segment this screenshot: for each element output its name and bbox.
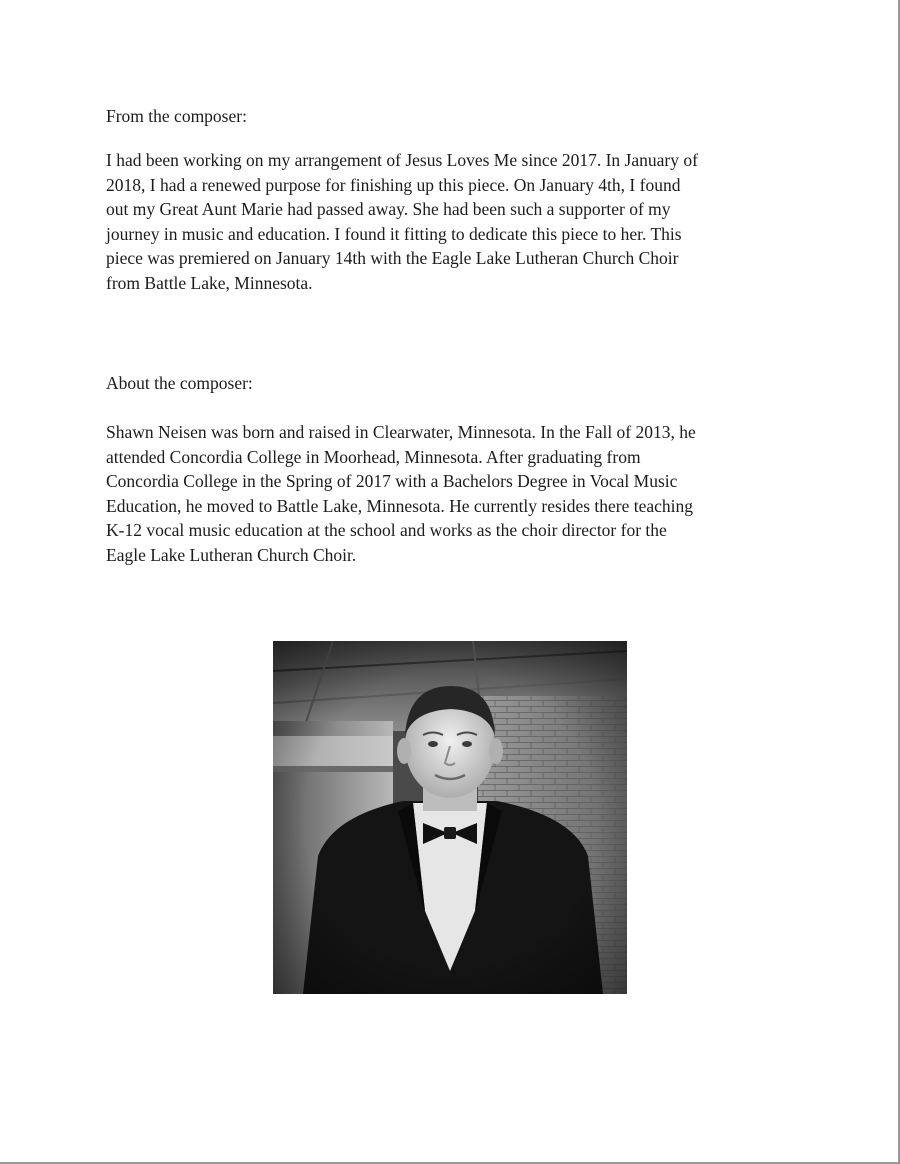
paragraph-line: Eagle Lake Lutheran Church Choir. <box>106 544 357 565</box>
paragraph-line: K-12 vocal music education at the school and works as the choir director for the <box>106 520 667 541</box>
paragraph-line: Shawn Neisen was born and raised in Clearwater, Minnesota. In the Fall of 2013, he <box>106 422 696 442</box>
portrait-illustration <box>273 641 627 994</box>
paragraph-line: 2018, I had a renewed purpose for finishing up this piece. On January 4th, I found <box>106 174 681 195</box>
paragraph-line: out my Great Aunt Marie had passed away. She had been such a supporter of my <box>106 199 671 220</box>
paragraph-line: I had been working on my arrangement of Jesus Loves Me since 2017. In January of <box>106 150 698 170</box>
paragraph-line: journey in music and education. I found it fitting to dedicate this piece to her. This <box>106 223 682 244</box>
paragraph-line: attended Concordia College in Moorhead, Minnesota. After graduating from <box>106 446 641 467</box>
from-composer-paragraph <box>106 148 796 296</box>
from-composer-heading: From the composer: <box>106 106 247 126</box>
paragraph-line: Education, he moved to Battle Lake, Minnesota. He currently resides there teaching <box>106 495 694 516</box>
composer-portrait-photo <box>273 641 627 994</box>
about-composer-paragraph <box>106 420 796 568</box>
paragraph-line: piece was premiered on January 14th with the Eagle Lake Lutheran Church Choir <box>106 248 679 269</box>
paragraph-line: from Battle Lake, Minnesota. <box>106 272 313 293</box>
paragraph-line: Concordia College in the Spring of 2017 with a Bachelors Degree in Vocal Music <box>106 471 678 492</box>
about-composer-heading: About the composer: <box>106 373 253 393</box>
